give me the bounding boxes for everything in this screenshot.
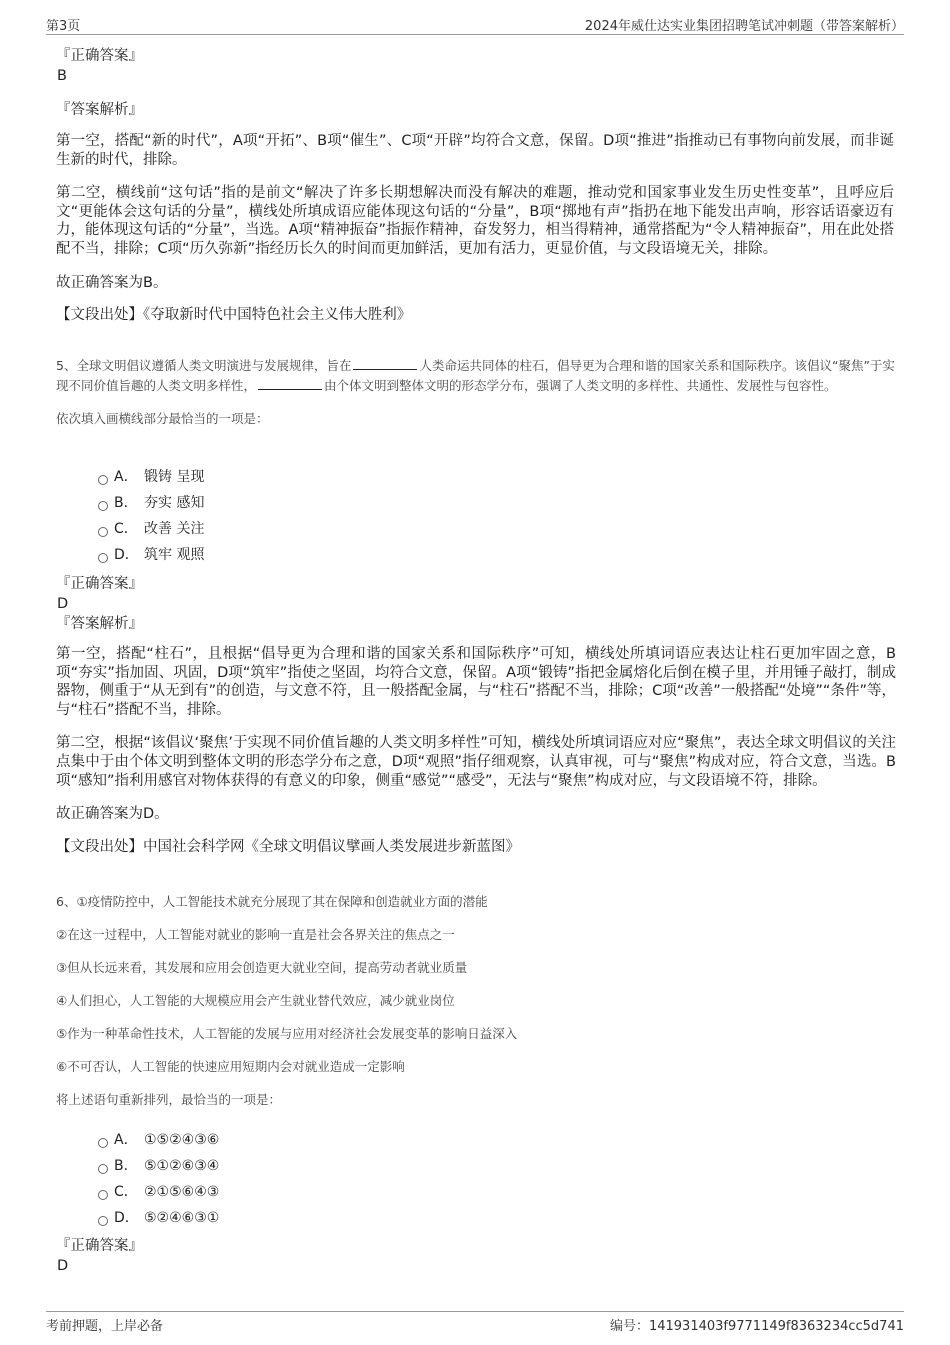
answer-blank[interactable] bbox=[353, 357, 417, 370]
radio-icon[interactable] bbox=[98, 553, 108, 563]
radio-icon[interactable] bbox=[98, 1138, 108, 1148]
option-c[interactable]: C． 改善 关注 bbox=[56, 518, 456, 544]
option-d[interactable]: D． ⑤②④⑥③① bbox=[56, 1207, 456, 1233]
option-b[interactable]: B． 夯实 感知 bbox=[56, 492, 456, 518]
analysis-paragraph: 第一空，搭配“柱石”，且根据“倡导更为合理和谐的国家关系和国际秩序”可知，横线处所填词语应表达让柱石更加牢固之意，B项“夯实”指加固、巩固，D项“筑牢”指使之坚固，均符合文意，保留。A项“锻铸”指把金属熔化后倒在模子里，并用锤子敲打，制成器物，侧重于“从无到有”的创造，与文意不符，且一般搭配金属，与“柱石”搭配不当，排除；C项“改善”一般搭配“处境”“条件”等，与“柱石”搭配不当，排除。 bbox=[56, 646, 896, 718]
radio-icon[interactable] bbox=[98, 1190, 108, 1200]
options-list bbox=[56, 466, 456, 570]
radio-icon[interactable] bbox=[98, 1216, 108, 1226]
conclusion: 故正确答案为D。 bbox=[56, 806, 169, 823]
answer-value: D bbox=[57, 1258, 69, 1274]
answer-value: D bbox=[57, 596, 69, 612]
question-5-answer bbox=[56, 574, 896, 856]
option-a[interactable]: A． 锻铸 呈现 bbox=[56, 466, 456, 492]
document-title: 2024年威仕达实业集团招聘笔试冲刺题（带答案解析） bbox=[584, 19, 904, 34]
radio-icon[interactable] bbox=[98, 501, 108, 511]
analysis-paragraph: 第一空，搭配“新的时代”，A项“开拓”、B项“催生”、C项“开辟”均符合文意，保留。D项“推进”指推动已有事物向前发展，而非诞生新的时代，排除。 bbox=[56, 133, 894, 168]
analysis-label: 『答案解析』 bbox=[56, 102, 143, 118]
analysis-paragraph: 第二空，横线前“这句话”指的是前文“解决了许多长期想解决而没有解决的难题，推动党和国家事业发生历史性变革”，且呼应后文“更能体会这句话的分量”，横线处所填成语应能体现这句话的“分量”，B项“掷地有声”指扔在地下能发出声响，形容话语豪迈有力，能体现这句话的“分量”，当选。A项“精神振奋”指振作精神，奋发努力，相当得精神，通常搭配为“令人精神振奋”，用在此处搭配不当，排除；C项“历久弥新”指经历长久的时间而更加鲜活，更加有活力，更显价值，与文段语境无关，排除。 bbox=[56, 185, 894, 257]
sentence-5: ⑤作为一种革命性技术，人工智能的发展与应用对经济社会发展变革的影响日益深入 bbox=[56, 1026, 518, 1041]
source-citation: 【文段出处】中国社会科学网《全球文明倡议擘画人类发展进步新蓝图》 bbox=[56, 838, 520, 855]
question-prompt: 将上述语句重新排列，最恰当的一项是： bbox=[56, 1092, 282, 1107]
option-a[interactable]: A． ①⑤②④③⑥ bbox=[56, 1129, 456, 1155]
conclusion: 故正确答案为B。 bbox=[56, 274, 168, 291]
question-prompt: 依次填入画横线部分最恰当的一项是： bbox=[56, 411, 269, 426]
sentence-4: ④人们担心，人工智能的大规模应用会产生就业替代效应，减少就业岗位 bbox=[56, 993, 455, 1008]
option-c[interactable]: C． ②①⑤⑥④③ bbox=[56, 1181, 456, 1207]
sentence-2: ②在这一过程中，人工智能对就业的影响一直是社会各界关注的焦点之一 bbox=[56, 927, 455, 942]
sentence-6: ⑥不可否认，人工智能的快速应用短期内会对就业造成一定影响 bbox=[56, 1059, 405, 1074]
question-6-answer bbox=[56, 1236, 896, 1276]
answer-value: B bbox=[57, 68, 67, 84]
radio-icon[interactable] bbox=[98, 1164, 108, 1174]
sentence-3: ③但从长远来看，其发展和应用会创造更大就业空间，提高劳动者就业质量 bbox=[56, 960, 468, 975]
analysis-paragraph: 第二空，根据“该倡议‘聚焦’于实现不同价值旨趣的人类文明多样性”可知，横线处所填词语应对应“聚焦”，表达全球文明倡议的关注点集中于由个体文明到整体文明的形态学分布之意，D项“观照”指仔细观察，认真审视，可与“聚焦”构成对应，符合文意，当选。B项“感知”指利用感官对物体获得的有意义的印象，侧重“感觉”“感受”，无法与“聚焦”构成对应，与文段语境不符，排除。 bbox=[56, 735, 896, 789]
analysis-label: 『答案解析』 bbox=[56, 616, 143, 632]
answer-label: 『正确答案』 bbox=[56, 48, 143, 64]
page-header bbox=[46, 14, 904, 35]
document-code: 编号：141931403f9771149f8363234cc5d741 bbox=[609, 1319, 904, 1334]
footer-slogan: 考前押题，上岸必备 bbox=[46, 1319, 164, 1334]
option-d[interactable]: D． 筑牢 观照 bbox=[56, 544, 456, 570]
radio-icon[interactable] bbox=[98, 475, 108, 485]
radio-icon[interactable] bbox=[98, 527, 108, 537]
source-citation: 【文段出处】《夺取新时代中国特色社会主义伟大胜利》 bbox=[56, 307, 412, 324]
answer-label: 『正确答案』 bbox=[56, 576, 143, 592]
sentence-1: 6、①疫情防控中，人工智能技术就充分展现了其在保障和创造就业方面的潜能 bbox=[56, 894, 488, 909]
option-b[interactable]: B． ⑤①②⑥③④ bbox=[56, 1155, 456, 1181]
page-number: 第3页 bbox=[46, 19, 81, 34]
answer-label: 『正确答案』 bbox=[56, 1238, 143, 1254]
options-list bbox=[56, 1129, 456, 1233]
question-5 bbox=[56, 356, 896, 430]
question-4-tail bbox=[56, 46, 894, 325]
answer-blank[interactable] bbox=[258, 377, 322, 390]
question-stem: 5、全球文明倡议遵循人类文明演进与发展规律，旨在 人类命运共同体的柱石，倡导更为合理和谐的国家关系和国际秩序。该倡议“聚焦”于实现不同价值旨趣的人类文明多样性， 由个体文明到整体文明的形态学分布，强调了人类文明的多样性、共通性、发展性与包容性。 bbox=[56, 358, 895, 393]
question-6 bbox=[56, 891, 896, 1111]
page-footer bbox=[46, 1311, 904, 1334]
